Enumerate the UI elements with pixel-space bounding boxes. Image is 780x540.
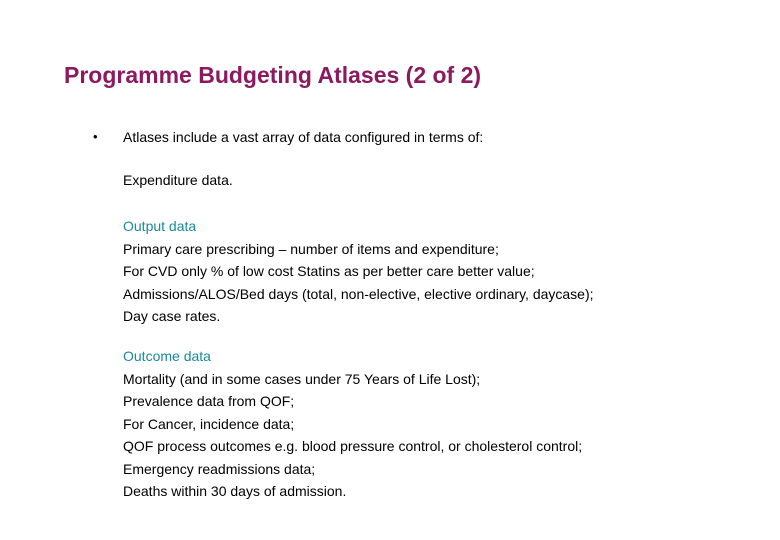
output-section	[123, 215, 594, 328]
output-item: Day case rates.	[123, 308, 221, 324]
expenditure-heading: Expenditure data	[123, 172, 229, 188]
intro-line: Atlases include a vast array of data configured in terms of:	[123, 129, 484, 145]
output-heading: Output data	[123, 218, 197, 234]
output-item: Admissions/ALOS/Bed days (total, non-elective, elective ordinary, daycase);	[123, 285, 594, 302]
outcome-item: Deaths within 30 days of admission.	[123, 483, 347, 499]
expenditure-heading-line	[123, 169, 233, 192]
slide-title: Programme Budgeting Atlases (2 of 2)	[64, 62, 482, 88]
outcome-item: Emergency readmissions data;	[123, 460, 316, 477]
expenditure-section	[123, 169, 233, 192]
outcome-item: Prevalence data from QOF;	[123, 393, 295, 409]
output-item: For CVD only % of low cost Statins as per better care better value;	[123, 263, 535, 279]
outcome-section	[123, 345, 582, 503]
bullet-marker: •	[93, 129, 98, 144]
output-item: Primary care prescribing – number of items and expenditure;	[123, 240, 499, 257]
outcome-item: QOF process outcomes e.g. blood pressure control, or cholesterol control;	[123, 438, 583, 454]
outcome-item: For Cancer, incidence data;	[123, 415, 295, 432]
expenditure-period: .	[228, 172, 233, 188]
intro-text	[123, 126, 483, 149]
outcome-item: Mortality (and in some cases under 75 Years of Life Lost);	[123, 370, 481, 387]
outcome-heading: Outcome data	[123, 348, 211, 364]
